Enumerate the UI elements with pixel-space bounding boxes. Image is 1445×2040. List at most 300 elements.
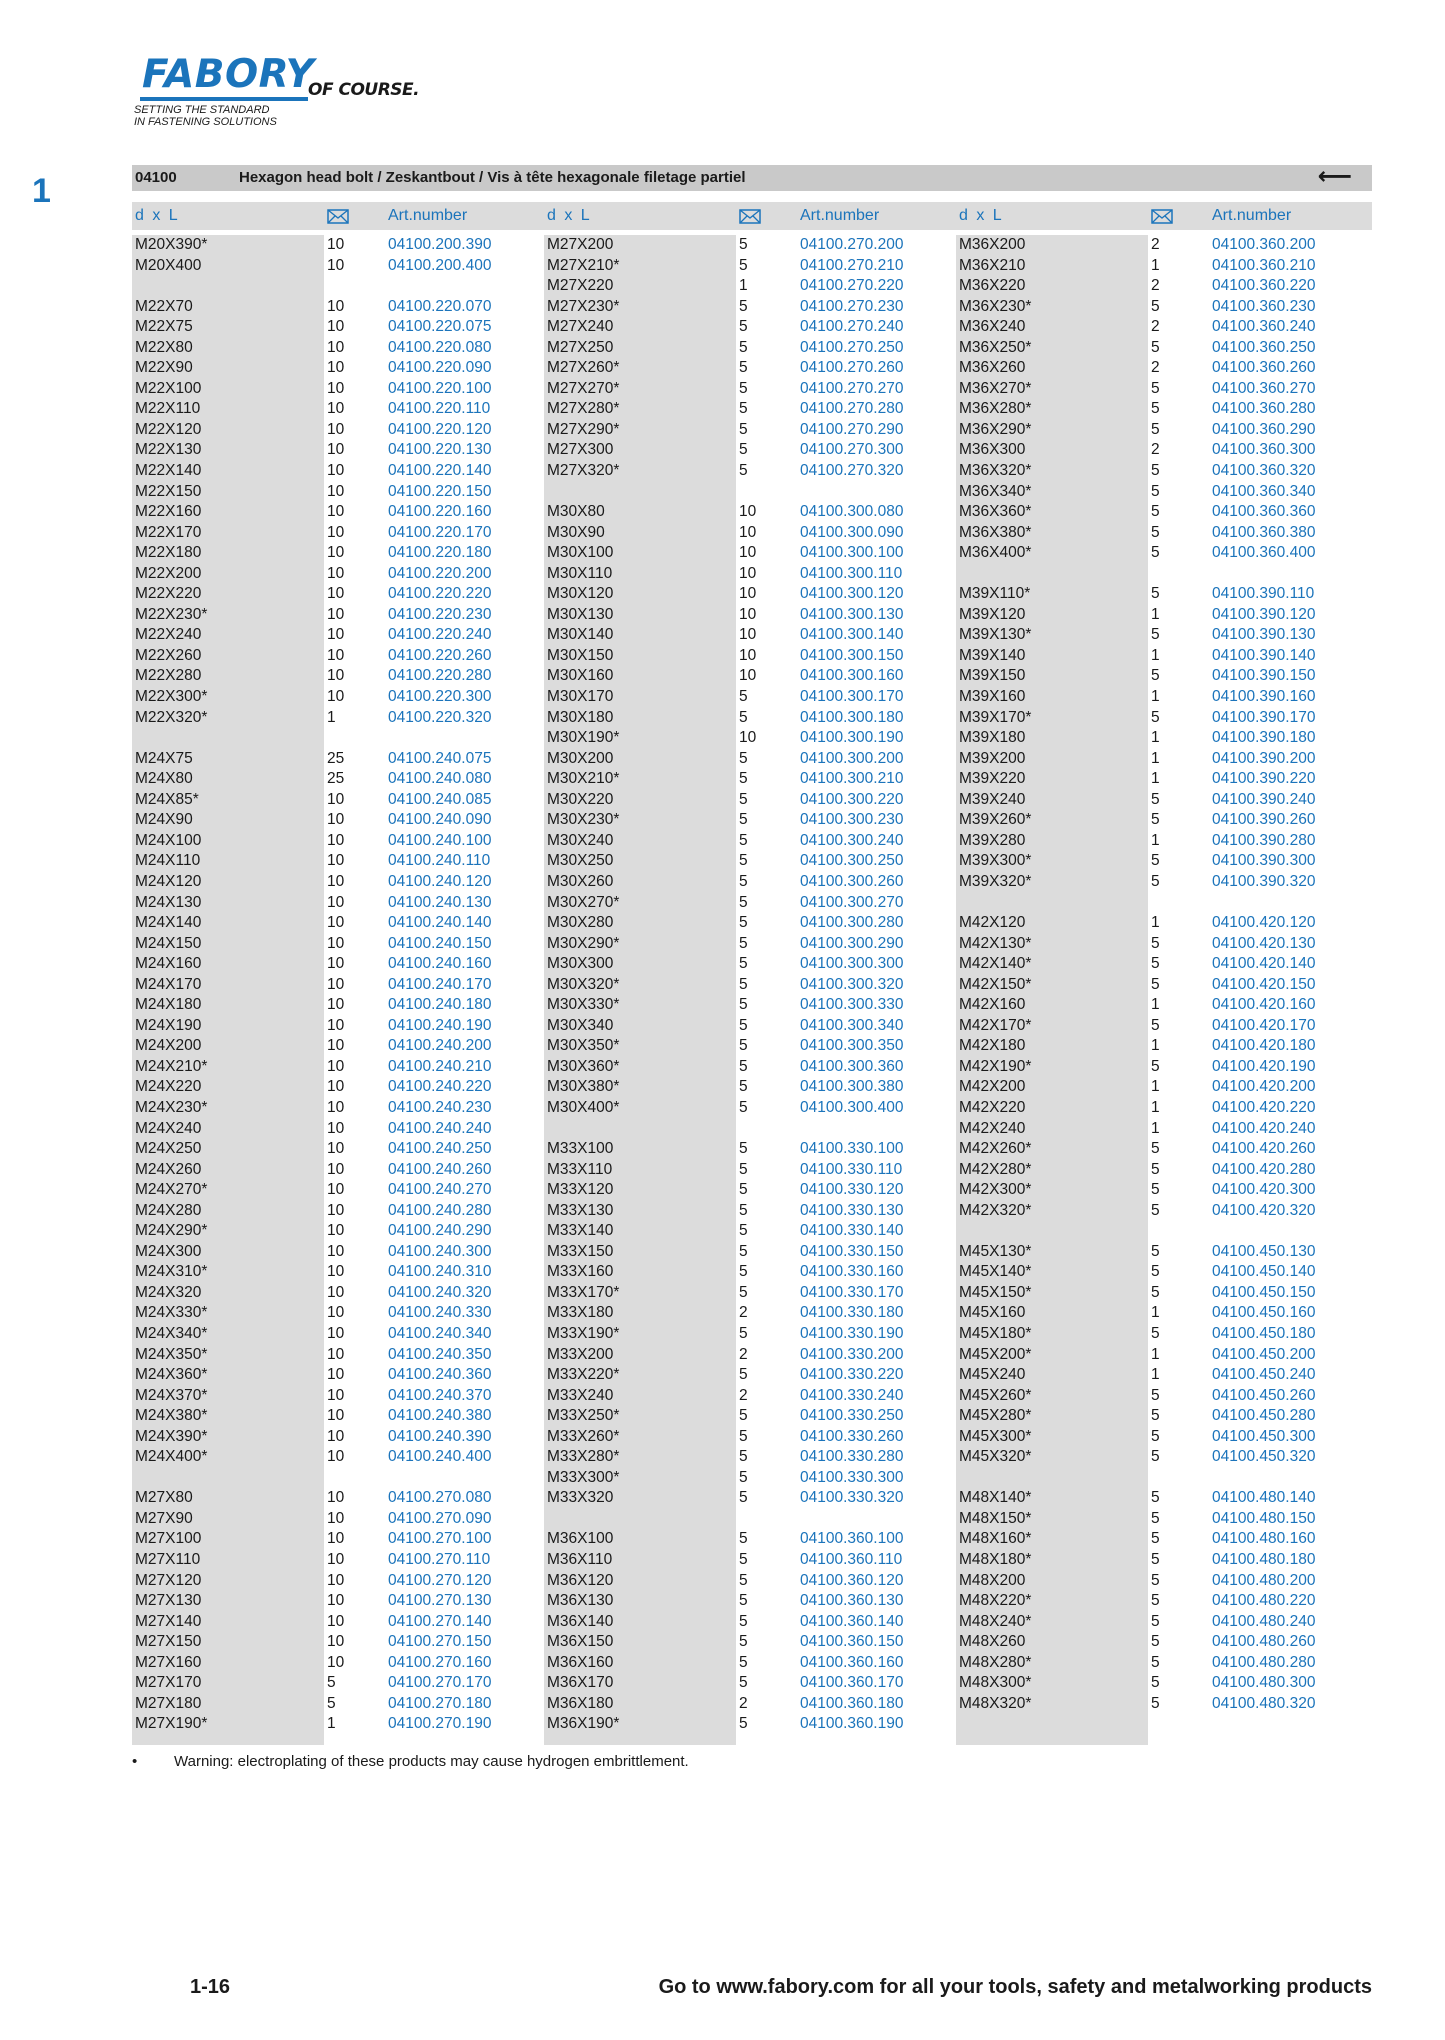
art-number-link[interactable]: 04100.240.150 xyxy=(388,934,492,952)
dxl-cell: M30X140 xyxy=(547,626,614,644)
dxl-cell: M33X140 xyxy=(547,1222,614,1240)
art-number-link[interactable]: 04100.300.250 xyxy=(800,852,904,870)
art-number-link[interactable]: 04100.240.300 xyxy=(388,1242,492,1260)
art-number-link[interactable]: 04100.330.100 xyxy=(800,1140,904,1158)
art-number-link[interactable]: 04100.240.320 xyxy=(388,1283,492,1301)
qty-cell: 5 xyxy=(739,1489,748,1507)
art-number-link[interactable]: 04100.450.150 xyxy=(1212,1283,1316,1301)
art-number-link[interactable]: 04100.330.140 xyxy=(800,1222,904,1240)
art-number-link[interactable]: 04100.360.320 xyxy=(1212,462,1316,480)
art-number-link[interactable]: 04100.270.150 xyxy=(388,1633,492,1651)
art-number-link[interactable]: 04100.240.340 xyxy=(388,1324,492,1342)
art-number-link[interactable]: 04100.240.140 xyxy=(388,914,492,932)
art-number-link[interactable]: 04100.420.140 xyxy=(1212,955,1316,973)
table-row xyxy=(544,1345,956,1366)
art-number-link[interactable]: 04100.300.330 xyxy=(800,996,904,1014)
art-number-link[interactable]: 04100.330.250 xyxy=(800,1407,904,1425)
table-row xyxy=(956,1673,1368,1694)
art-number-link[interactable]: 04100.360.170 xyxy=(800,1674,904,1692)
art-number-link[interactable]: 04100.390.150 xyxy=(1212,667,1316,685)
qty-cell: 5 xyxy=(1151,1612,1160,1630)
art-number-link[interactable]: 04100.360.340 xyxy=(1212,482,1316,500)
art-number-link[interactable]: 04100.240.130 xyxy=(388,893,492,911)
art-number-link[interactable]: 04100.300.290 xyxy=(800,934,904,952)
art-number-link[interactable]: 04100.270.080 xyxy=(388,1489,492,1507)
art-number-link[interactable]: 04100.240.310 xyxy=(388,1263,492,1281)
art-number-link[interactable]: 04100.420.160 xyxy=(1212,996,1316,1014)
art-number-link[interactable]: 04100.420.150 xyxy=(1212,975,1316,993)
table-row xyxy=(132,482,544,503)
art-number-link[interactable]: 04100.240.220 xyxy=(388,1078,492,1096)
art-number-link[interactable]: 04100.220.090 xyxy=(388,359,492,377)
art-number-link[interactable]: 04100.360.120 xyxy=(800,1571,904,1589)
art-number-link[interactable]: 04100.480.320 xyxy=(1212,1694,1316,1712)
qty-cell: 5 xyxy=(739,934,748,952)
art-number-link[interactable]: 04100.390.140 xyxy=(1212,646,1316,664)
art-number-link[interactable]: 04100.220.100 xyxy=(388,379,492,397)
art-number-link[interactable]: 04100.300.190 xyxy=(800,729,904,747)
qty-cell: 5 xyxy=(1151,1592,1160,1610)
art-number-link[interactable]: 04100.450.160 xyxy=(1212,1304,1316,1322)
art-number-link[interactable]: 04100.270.190 xyxy=(388,1715,492,1733)
art-number-link[interactable]: 04100.360.250 xyxy=(1212,338,1316,356)
art-number-link[interactable]: 04100.420.320 xyxy=(1212,1201,1316,1219)
art-number-link[interactable]: 04100.270.220 xyxy=(800,277,904,295)
dxl-cell: M30X200 xyxy=(547,749,614,767)
art-number-link[interactable]: 04100.390.320 xyxy=(1212,872,1316,890)
art-number-link[interactable]: 04100.220.170 xyxy=(388,523,492,541)
art-number-link[interactable]: 04100.300.080 xyxy=(800,503,904,521)
dxl-cell: M36X130 xyxy=(547,1592,614,1610)
art-number-link[interactable]: 04100.390.200 xyxy=(1212,749,1316,767)
art-number-link[interactable]: 04100.480.160 xyxy=(1212,1530,1316,1548)
art-number-link[interactable]: 04100.270.270 xyxy=(800,379,904,397)
dxl-cell: M22X130 xyxy=(135,441,202,459)
table-row xyxy=(956,564,1368,585)
dxl-cell: M30X300 xyxy=(547,955,614,973)
table-row xyxy=(544,482,956,503)
dxl-cell: M27X250 xyxy=(547,338,614,356)
art-number-link[interactable]: 04100.270.100 xyxy=(388,1530,492,1548)
art-number-link[interactable]: 04100.360.130 xyxy=(800,1592,904,1610)
art-number-link[interactable]: 04100.360.200 xyxy=(1212,236,1316,253)
art-number-link[interactable]: 04100.240.230 xyxy=(388,1098,492,1116)
table-row xyxy=(544,646,956,667)
dxl-cell: M39X180 xyxy=(959,729,1026,747)
art-number-link[interactable]: 04100.220.200 xyxy=(388,564,492,582)
art-number-link[interactable]: 04100.300.160 xyxy=(800,667,904,685)
art-number-link[interactable]: 04100.240.190 xyxy=(388,1016,492,1034)
art-number-link[interactable]: 04100.300.100 xyxy=(800,544,904,562)
art-number-link[interactable]: 04100.330.300 xyxy=(800,1468,904,1486)
table-row xyxy=(132,954,544,975)
art-number-link[interactable]: 04100.360.260 xyxy=(1212,359,1316,377)
art-number-link[interactable]: 04100.450.200 xyxy=(1212,1345,1316,1363)
art-number-link[interactable]: 04100.330.180 xyxy=(800,1304,904,1322)
art-number-link[interactable]: 04100.420.170 xyxy=(1212,1016,1316,1034)
art-number-link[interactable]: 04100.390.260 xyxy=(1212,811,1316,829)
art-number-link[interactable]: 04100.240.400 xyxy=(388,1448,492,1466)
art-number-link[interactable]: 04100.220.130 xyxy=(388,441,492,459)
art-number-link[interactable]: 04100.300.360 xyxy=(800,1057,904,1075)
art-number-link[interactable]: 04100.390.300 xyxy=(1212,852,1316,870)
art-number-link[interactable]: 04100.330.240 xyxy=(800,1386,904,1404)
art-number-link[interactable]: 04100.330.110 xyxy=(800,1160,903,1178)
table-row xyxy=(544,1694,956,1715)
art-number-link[interactable]: 04100.450.300 xyxy=(1212,1427,1316,1445)
art-number-link[interactable]: 04100.390.240 xyxy=(1212,790,1316,808)
table-row xyxy=(544,235,956,256)
art-number-link[interactable]: 04100.240.085 xyxy=(388,790,492,808)
art-number-link[interactable]: 04100.480.180 xyxy=(1212,1551,1316,1568)
art-number-link[interactable]: 04100.220.260 xyxy=(388,646,492,664)
art-number-link[interactable]: 04100.360.150 xyxy=(800,1633,904,1651)
art-number-link[interactable]: 04100.300.130 xyxy=(800,605,904,623)
art-number-link[interactable]: 04100.480.150 xyxy=(1212,1509,1316,1527)
art-number-link[interactable]: 04100.300.140 xyxy=(800,626,904,644)
art-number-link[interactable]: 04100.220.080 xyxy=(388,338,492,356)
qty-cell: 1 xyxy=(1151,1078,1160,1096)
art-number-link[interactable]: 04100.360.220 xyxy=(1212,277,1316,295)
art-number-link[interactable]: 04100.300.200 xyxy=(800,749,904,767)
dxl-cell: M39X120 xyxy=(959,605,1026,623)
art-number-link[interactable]: 04100.270.140 xyxy=(388,1612,492,1630)
art-number-link[interactable]: 04100.360.180 xyxy=(800,1694,904,1712)
art-number-link[interactable]: 04100.300.110 xyxy=(800,564,903,582)
art-number-link[interactable]: 04100.360.270 xyxy=(1212,379,1316,397)
qty-cell: 10 xyxy=(327,893,345,911)
qty-cell: 10 xyxy=(327,1222,345,1240)
art-number-link[interactable]: 04100.240.370 xyxy=(388,1386,492,1404)
qty-cell: 1 xyxy=(1151,1119,1160,1137)
art-number-link[interactable]: 04100.300.350 xyxy=(800,1037,904,1055)
art-number-link[interactable]: 04100.480.280 xyxy=(1212,1653,1316,1671)
art-number-link[interactable]: 04100.450.280 xyxy=(1212,1407,1316,1425)
dxl-cell: M27X290* xyxy=(547,420,620,438)
art-number-link[interactable]: 04100.270.170 xyxy=(388,1674,492,1692)
art-number-link[interactable]: 04100.270.210 xyxy=(800,256,904,274)
art-number-link[interactable]: 04100.390.120 xyxy=(1212,605,1316,623)
art-number-link[interactable]: 04100.300.170 xyxy=(800,688,904,706)
art-number-link[interactable]: 04100.300.300 xyxy=(800,955,904,973)
art-number-link[interactable]: 04100.200.400 xyxy=(388,256,492,274)
dxl-cell: M45X300* xyxy=(959,1427,1032,1445)
dxl-cell: M42X190* xyxy=(959,1057,1032,1075)
table-row xyxy=(956,1653,1368,1674)
art-number-link[interactable]: 04100.330.130 xyxy=(800,1201,904,1219)
art-number-link[interactable]: 04100.420.280 xyxy=(1212,1160,1316,1178)
qty-cell: 5 xyxy=(1151,1427,1160,1445)
art-number-link[interactable]: 04100.420.120 xyxy=(1212,914,1316,932)
art-number-link[interactable]: 04100.330.190 xyxy=(800,1324,904,1342)
dxl-cell: M33X250* xyxy=(547,1407,620,1425)
art-number-link[interactable]: 04100.270.120 xyxy=(388,1571,492,1589)
table-row xyxy=(956,872,1368,893)
dxl-cell: M45X180* xyxy=(959,1324,1032,1342)
art-number-link[interactable]: 04100.300.260 xyxy=(800,872,904,890)
art-number-link[interactable]: 04100.220.220 xyxy=(388,585,492,603)
table-row xyxy=(956,1160,1368,1181)
art-number-link[interactable]: 04100.200.390 xyxy=(388,236,492,253)
table-row xyxy=(544,1262,956,1283)
art-number-link[interactable]: 04100.270.300 xyxy=(800,441,904,459)
arrow-left-icon[interactable]: ⟵ xyxy=(1317,163,1352,190)
art-number-link[interactable]: 04100.240.240 xyxy=(388,1119,492,1137)
table-row xyxy=(956,625,1368,646)
table-row xyxy=(956,1139,1368,1160)
art-number-link[interactable]: 04100.420.190 xyxy=(1212,1057,1316,1075)
qty-cell: 1 xyxy=(327,708,336,726)
art-number-link[interactable]: 04100.220.320 xyxy=(388,708,492,726)
art-number-link[interactable]: 04100.330.220 xyxy=(800,1366,904,1384)
qty-cell: 5 xyxy=(1151,1160,1160,1178)
art-number-link[interactable]: 04100.300.150 xyxy=(800,646,904,664)
art-number-link[interactable]: 04100.220.075 xyxy=(388,318,492,336)
art-number-link[interactable]: 04100.220.180 xyxy=(388,544,492,562)
table-row xyxy=(132,297,544,318)
table-row xyxy=(956,1221,1368,1242)
table-row xyxy=(544,831,956,852)
table-row xyxy=(544,1139,956,1160)
dxl-cell: M24X160 xyxy=(135,955,202,973)
art-number-link[interactable]: 04100.480.240 xyxy=(1212,1612,1316,1630)
header-dxl: d x L xyxy=(959,207,1004,224)
art-number-link[interactable]: 04100.420.260 xyxy=(1212,1140,1316,1158)
table-row xyxy=(132,502,544,523)
art-number-link[interactable]: 04100.300.380 xyxy=(800,1078,904,1096)
art-number-link[interactable]: 04100.240.180 xyxy=(388,996,492,1014)
art-number-link[interactable]: 04100.240.075 xyxy=(388,749,492,767)
dxl-cell: M36X220 xyxy=(959,277,1026,295)
art-number-link[interactable]: 04100.330.280 xyxy=(800,1448,904,1466)
art-number-link[interactable]: 04100.330.200 xyxy=(800,1345,904,1363)
art-number-link[interactable]: 04100.220.070 xyxy=(388,297,492,315)
dxl-cell: M39X320* xyxy=(959,872,1032,890)
art-number-link[interactable]: 04100.240.200 xyxy=(388,1037,492,1055)
art-number-link[interactable]: 04100.300.230 xyxy=(800,811,904,829)
art-number-link[interactable]: 04100.450.140 xyxy=(1212,1263,1316,1281)
art-number-link[interactable]: 04100.270.180 xyxy=(388,1694,492,1712)
art-number-link[interactable]: 04100.330.260 xyxy=(800,1427,904,1445)
qty-cell: 5 xyxy=(739,1592,748,1610)
art-number-link[interactable]: 04100.270.130 xyxy=(388,1592,492,1610)
art-number-link[interactable]: 04100.240.360 xyxy=(388,1366,492,1384)
art-number-link[interactable]: 04100.240.290 xyxy=(388,1222,492,1240)
art-number-link[interactable]: 04100.450.180 xyxy=(1212,1324,1316,1342)
table-row xyxy=(132,1571,544,1592)
art-number-link[interactable]: 04100.220.160 xyxy=(388,503,492,521)
art-number-link[interactable]: 04100.270.240 xyxy=(800,318,904,336)
art-number-link[interactable]: 04100.420.130 xyxy=(1212,934,1316,952)
art-number-link[interactable]: 04100.220.150 xyxy=(388,482,492,500)
art-number-link[interactable]: 04100.220.240 xyxy=(388,626,492,644)
art-number-link[interactable]: 04100.240.080 xyxy=(388,770,492,788)
art-number-link[interactable]: 04100.300.320 xyxy=(800,975,904,993)
art-number-link[interactable]: 04100.240.210 xyxy=(388,1057,492,1075)
art-number-link[interactable]: 04100.480.300 xyxy=(1212,1674,1316,1692)
art-number-link[interactable]: 04100.480.220 xyxy=(1212,1592,1316,1610)
art-number-link[interactable]: 04100.270.200 xyxy=(800,236,904,253)
table-row xyxy=(132,1591,544,1612)
qty-cell: 5 xyxy=(739,256,748,274)
dxl-cell: M42X320* xyxy=(959,1201,1032,1219)
art-number-link[interactable]: 04100.240.260 xyxy=(388,1160,492,1178)
table-row xyxy=(132,913,544,934)
art-number-link[interactable]: 04100.360.110 xyxy=(800,1551,903,1568)
art-number-link[interactable]: 04100.270.260 xyxy=(800,359,904,377)
art-number-link[interactable]: 04100.300.240 xyxy=(800,831,904,849)
art-number-link[interactable]: 04100.240.270 xyxy=(388,1181,492,1199)
art-number-link[interactable]: 04100.360.160 xyxy=(800,1653,904,1671)
art-number-link[interactable]: 04100.390.280 xyxy=(1212,831,1316,849)
qty-cell: 10 xyxy=(327,359,345,377)
art-number-link[interactable]: 04100.330.150 xyxy=(800,1242,904,1260)
qty-cell: 5 xyxy=(739,1140,748,1158)
art-number-link[interactable]: 04100.240.280 xyxy=(388,1201,492,1219)
table-row xyxy=(544,810,956,831)
art-number-link[interactable]: 04100.270.230 xyxy=(800,297,904,315)
art-number-link[interactable]: 04100.360.190 xyxy=(800,1715,904,1733)
table-row xyxy=(132,1160,544,1181)
art-number-link[interactable]: 04100.300.090 xyxy=(800,523,904,541)
dxl-cell: M24X100 xyxy=(135,831,202,849)
art-number-link[interactable]: 04100.220.230 xyxy=(388,605,492,623)
art-number-link[interactable]: 04100.300.120 xyxy=(800,585,904,603)
table-row xyxy=(956,1036,1368,1057)
dxl-cell: M24X340* xyxy=(135,1324,208,1342)
art-number-link[interactable]: 04100.360.140 xyxy=(800,1612,904,1630)
art-number-link[interactable]: 04100.360.230 xyxy=(1212,297,1316,315)
dxl-cell: M22X240 xyxy=(135,626,202,644)
art-number-link[interactable]: 04100.240.330 xyxy=(388,1304,492,1322)
art-number-link[interactable]: 04100.390.220 xyxy=(1212,770,1316,788)
art-number-link[interactable]: 04100.270.280 xyxy=(800,400,904,418)
art-number-link[interactable]: 04100.240.250 xyxy=(388,1140,492,1158)
art-number-link[interactable]: 04100.480.260 xyxy=(1212,1633,1316,1651)
art-number-link[interactable]: 04100.480.140 xyxy=(1212,1489,1316,1507)
art-number-link[interactable]: 04100.420.300 xyxy=(1212,1181,1316,1199)
art-number-link[interactable]: 04100.450.260 xyxy=(1212,1386,1316,1404)
table-row xyxy=(132,975,544,996)
art-number-link[interactable]: 04100.360.210 xyxy=(1212,256,1316,274)
dxl-cell: M36X180 xyxy=(547,1694,614,1712)
art-number-link[interactable]: 04100.390.170 xyxy=(1212,708,1316,726)
art-number-link[interactable]: 04100.420.200 xyxy=(1212,1078,1316,1096)
table-row xyxy=(544,1303,956,1324)
art-number-link[interactable]: 04100.360.300 xyxy=(1212,441,1316,459)
art-number-link[interactable]: 04100.450.130 xyxy=(1212,1242,1316,1260)
art-number-link[interactable]: 04100.360.380 xyxy=(1212,523,1316,541)
qty-cell: 5 xyxy=(1151,1242,1160,1260)
qty-cell: 5 xyxy=(1151,338,1160,356)
table-row xyxy=(544,256,956,277)
art-number-link[interactable]: 04100.360.400 xyxy=(1212,544,1316,562)
art-number-link[interactable]: 04100.420.220 xyxy=(1212,1098,1316,1116)
art-number-link[interactable]: 04100.300.220 xyxy=(800,790,904,808)
art-number-link[interactable]: 04100.480.200 xyxy=(1212,1571,1316,1589)
art-number-link[interactable]: 04100.270.110 xyxy=(388,1551,491,1568)
art-number-link[interactable]: 04100.220.300 xyxy=(388,688,492,706)
art-number-link[interactable]: 04100.240.390 xyxy=(388,1427,492,1445)
art-number-link[interactable]: 04100.240.350 xyxy=(388,1345,492,1363)
table-row xyxy=(544,338,956,359)
qty-cell: 10 xyxy=(327,544,345,562)
art-number-link[interactable]: 04100.240.110 xyxy=(388,852,491,870)
art-number-link[interactable]: 04100.270.250 xyxy=(800,338,904,356)
art-number-link[interactable]: 04100.270.160 xyxy=(388,1653,492,1671)
dxl-cell: M27X110 xyxy=(135,1551,201,1568)
art-number-link[interactable]: 04100.420.180 xyxy=(1212,1037,1316,1055)
qty-cell: 10 xyxy=(739,626,757,644)
art-number-link[interactable]: 04100.240.090 xyxy=(388,811,492,829)
art-number-link[interactable]: 04100.390.110 xyxy=(1212,585,1315,603)
dxl-cell: M27X100 xyxy=(135,1530,202,1548)
qty-cell: 10 xyxy=(327,1304,345,1322)
art-number-link[interactable]: 04100.360.290 xyxy=(1212,420,1316,438)
art-number-link[interactable]: 04100.270.290 xyxy=(800,420,904,438)
art-number-link[interactable]: 04100.330.160 xyxy=(800,1263,904,1281)
art-number-link[interactable]: 04100.360.280 xyxy=(1212,400,1316,418)
art-number-link[interactable]: 04100.390.160 xyxy=(1212,688,1316,706)
art-number-link[interactable]: 04100.220.140 xyxy=(388,462,492,480)
art-number-link[interactable]: 04100.240.120 xyxy=(388,872,492,890)
art-number-link[interactable]: 04100.240.170 xyxy=(388,975,492,993)
art-number-link[interactable]: 04100.220.110 xyxy=(388,400,491,418)
art-number-link[interactable]: 04100.360.100 xyxy=(800,1530,904,1548)
dxl-cell: M22X80 xyxy=(135,338,193,356)
art-number-link[interactable]: 04100.300.280 xyxy=(800,914,904,932)
art-number-link[interactable]: 04100.360.360 xyxy=(1212,503,1316,521)
table-row xyxy=(956,482,1368,503)
art-number-link[interactable]: 04100.240.100 xyxy=(388,831,492,849)
art-number-link[interactable]: 04100.330.120 xyxy=(800,1181,904,1199)
table-row xyxy=(544,851,956,872)
art-number-link[interactable]: 04100.300.210 xyxy=(800,770,904,788)
qty-cell: 2 xyxy=(739,1694,748,1712)
art-number-link[interactable]: 04100.300.180 xyxy=(800,708,904,726)
table-row xyxy=(544,666,956,687)
art-number-link[interactable]: 04100.220.120 xyxy=(388,420,492,438)
art-number-link[interactable]: 04100.300.340 xyxy=(800,1016,904,1034)
art-number-link[interactable]: 04100.300.270 xyxy=(800,893,904,911)
art-number-link[interactable]: 04100.450.320 xyxy=(1212,1448,1316,1466)
table-row xyxy=(132,605,544,626)
art-number-link[interactable]: 04100.450.240 xyxy=(1212,1366,1316,1384)
table-row xyxy=(956,605,1368,626)
art-number-link[interactable]: 04100.220.280 xyxy=(388,667,492,685)
art-number-link[interactable]: 04100.360.240 xyxy=(1212,318,1316,336)
dxl-cell: M45X260* xyxy=(959,1386,1032,1404)
art-number-link[interactable]: 04100.330.170 xyxy=(800,1283,904,1301)
art-number-link[interactable]: 04100.300.400 xyxy=(800,1098,904,1116)
art-number-link[interactable]: 04100.390.130 xyxy=(1212,626,1316,644)
art-number-link[interactable]: 04100.270.090 xyxy=(388,1509,492,1527)
table-row xyxy=(132,1529,544,1550)
dxl-cell: M24X400* xyxy=(135,1448,208,1466)
art-number-link[interactable]: 04100.240.160 xyxy=(388,955,492,973)
art-number-link[interactable]: 04100.240.380 xyxy=(388,1407,492,1425)
art-number-link[interactable]: 04100.390.180 xyxy=(1212,729,1316,747)
qty-cell: 10 xyxy=(327,1263,345,1281)
qty-cell: 5 xyxy=(1151,297,1160,315)
art-number-link[interactable]: 04100.330.320 xyxy=(800,1489,904,1507)
table-row xyxy=(132,276,544,297)
qty-cell: 10 xyxy=(327,934,345,952)
table-row xyxy=(132,399,544,420)
qty-cell: 5 xyxy=(1151,1263,1160,1281)
art-number-link[interactable]: 04100.270.320 xyxy=(800,462,904,480)
art-number-link[interactable]: 04100.420.240 xyxy=(1212,1119,1316,1137)
